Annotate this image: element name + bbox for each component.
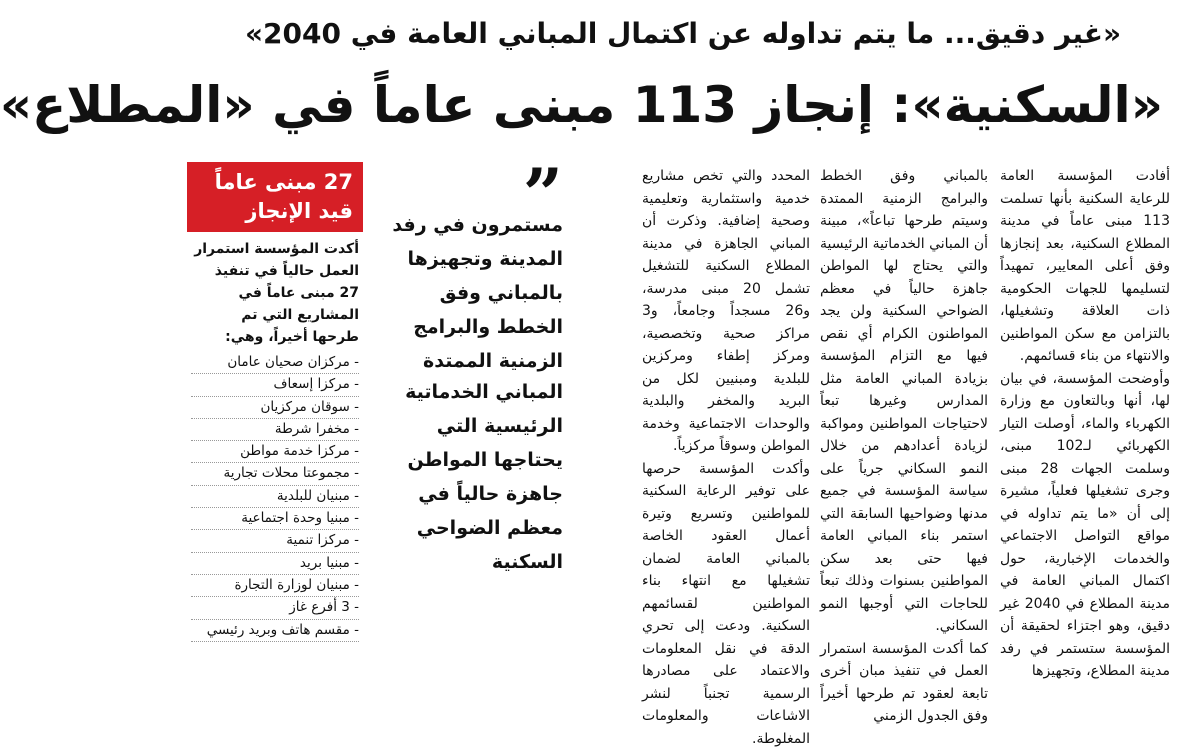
body-column-3 xyxy=(642,165,810,635)
list-item: - مركزا إسعاف xyxy=(191,374,359,396)
list-item: - مبنيا بريد xyxy=(191,553,359,575)
list-item: - مخفرا شرطة xyxy=(191,419,359,441)
sidebar-title: 27 مبنى عاماً قيد الإنجاز xyxy=(187,162,363,232)
paragraph: بالمباني وفق الخطط والبرامج الزمنية الممتدة وسيتم طرحها تباعاً»، مبينة أن المباني الخدماتية الرئيسية والتي يحتاج لها المواطن جاهزة حالياً في معظم الضواحي السكنية ولن يجد المواطنون الكرام أي نقص فيها مع التزام المؤسسة بزيادة المباني العامة مثل المدارس وغيرها تبعاً لاحتياجات المواطنين ومواكبة لزيادة أعدادهم من خلال النمو السكاني جرياً على سياسة المؤسسة في جميع مدنها وضواحيها السابقة التي استمر بناء المباني العامة فيها حتى بعد سكن المواطنين بسنوات وذلك تبعاً للحاجات التي أوجبها النمو السكاني. xyxy=(820,165,988,638)
list-item: - مبنيا وحدة اجتماعية xyxy=(191,508,359,530)
list-item: - 3 أفرع غاز xyxy=(191,597,359,619)
list-item: - مقسم هاتف وبريد رئيسي xyxy=(191,620,359,642)
paragraph: أفادت المؤسسة العامة للرعاية السكنية بأنها تسلمت 113 مبنى عاماً في مدينة المطلاع السكنية، بعد إنجازها وفق أعلى المعايير، تمهيداً لتسليمها للجهات الحكومية ذات العلاقة وتشغيلها، بالتزامن مع سكن المواطنين والانتهاء من بناء قسائمهم. xyxy=(1000,165,1170,368)
paragraph: كما أكدت المؤسسة استمرار العمل في تنفيذ مبان أخرى تابعة لعقود تم طرحها أخيراً وفق الجدول الزمني xyxy=(820,638,988,728)
sidebar-intro: أكدت المؤسسة استمرار العمل حالياً في تنفيذ 27 مبنى عاماً في المشاريع التي تم طرحها أخيراً، وهي: xyxy=(187,232,363,352)
list-item: - مجموعتا محلات تجارية xyxy=(191,463,359,485)
body-column-1 xyxy=(1000,165,1170,635)
body-column-2 xyxy=(820,165,988,635)
list-item: - مبنيان للبلدية xyxy=(191,486,359,508)
pull-quote-2: المباني الخدماتية الرئيسية التي يحتاجها المواطن جاهزة حالياً في معظم الضواحي السكنية xyxy=(383,375,563,579)
list-item: - مركزان صحيان عامان xyxy=(191,352,359,374)
headline: «السكنية»: إنجاز 113 مبنى عاماً في «المطلاع» xyxy=(203,60,1163,150)
list-item: - مركزا تنمية xyxy=(191,530,359,552)
list-item: - مركزا خدمة مواطن xyxy=(191,441,359,463)
sidebar-box xyxy=(187,162,363,638)
paragraph: وأكدت المؤسسة حرصها على توفير الرعاية السكنية للمواطنين وتسريع وتيرة أعمال العقود الخاصة بالمباني العامة لضمان تشغيلها مع انتهاء بناء المواطنين لقسائمهم السكنية. ودعت إلى تحري الدقة في نقل المعلومات والاعتماد على مصادرها الرسمية تجنباً لنشر الاشاعات والمعلومات المغلوطة. xyxy=(642,458,810,750)
paragraph: المحدد والتي تخص مشاريع خدمية واستثمارية وتعليمية وصحية إضافية. وذكرت أن المباني الجاهزة في مدينة المطلاع السكنية للتشغيل تشمل 20 مبنى مدرسة، و26 مسجداً وجامعاً، و3 مراكز صحية وتخصصية، ومركز إطفاء ومركزين للبلدية ومبنيين لكل من البريد والمخفر والبلدية والوحدات الاجتماعية وخدمة المواطن وسوقاً مركزياً. xyxy=(642,165,810,458)
list-item: - مبنيان لوزارة التجارة xyxy=(191,575,359,597)
paragraph: وأوضحت المؤسسة، في بيان لها، أنها وبالتعاون مع وزارة الكهرباء والماء، أوصلت التيار الكهربائي لـ102 مبنى، وسلمت الجهات 28 مبنى وجرى تشغيلها فعلياً، مشيرة إلى أن «ما يتم تداوله في مواقع التواصل الاجتماعي والخدمات الإخبارية، حول اكتمال المباني العامة في مدينة المطلاع في 2040 غير دقيق، وهو اجتزاء لحقيقة أن المؤسسة ستستمر في رفد مدينة المطلاع، وتجهيزها xyxy=(1000,368,1170,683)
kicker: «غير دقيق... ما يتم تداوله عن اكتمال المباني العامة في 2040» xyxy=(203,10,1163,58)
sidebar-list xyxy=(187,352,363,642)
quote-mark-icon: ” xyxy=(523,160,563,230)
pull-quote-panel xyxy=(378,160,573,630)
list-item: - سوقان مركزيان xyxy=(191,397,359,419)
pull-quote-1: مستمرون في رفد المدينة وتجهيزها بالمباني وفق الخطط والبرامج الزمنية الممتدة xyxy=(383,208,563,378)
